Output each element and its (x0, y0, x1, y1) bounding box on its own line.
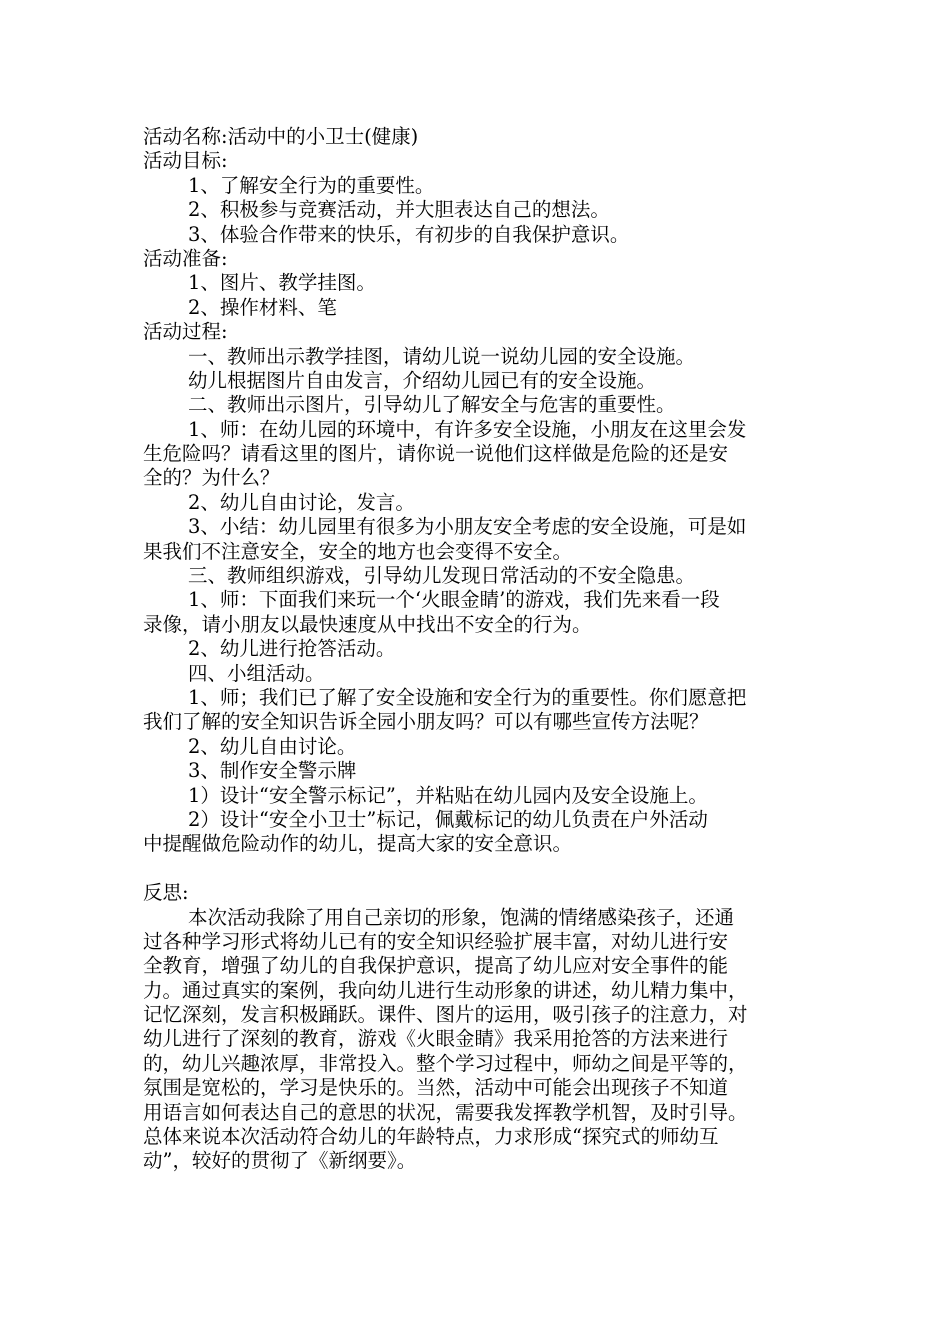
prep-heading: 活动准备: (143, 246, 228, 270)
reflection-line: 过各种学习形式将幼儿已有的安全知识经验扩展丰富，对幼儿进行安 (143, 929, 729, 953)
process-line: 录像，请小朋友以最快速度从中找出不安全的行为。 (143, 612, 592, 636)
reflection-line: 记忆深刻，发言积极踊跃。课件、图片的运用，吸引孩子的注意力，对 (143, 1003, 748, 1027)
goal-item: 3、体验合作带来的快乐，有初步的自我保护意识。 (188, 222, 630, 246)
process-line: 2、幼儿自由讨论，发言。 (188, 490, 415, 514)
reflection-line: 用语言如何表达自己的意思的状况，需要我发挥教学机智，及时引导。 (143, 1100, 748, 1124)
goal-item: 2、积极参与竞赛活动，并大胆表达自己的想法。 (188, 198, 610, 222)
prep-item: 1、图片、教学挂图。 (188, 271, 376, 295)
goal-item: 1、了解安全行为的重要性。 (188, 173, 435, 197)
process-line: 中提醒做危险动作的幼儿，提高大家的安全意识。 (143, 832, 573, 856)
process-line: 1、师；我们已了解了安全设施和安全行为的重要性。你们愿意把 (188, 685, 747, 709)
activity-title: 活动名称:活动中的小卫士(健康) (143, 125, 419, 148)
reflection-line: 氛围是宽松的，学习是快乐的。当然，活动中可能会出现孩子不知道 (143, 1076, 729, 1100)
process-line: 生危险吗？请看这里的图片，请你说一说他们这样做是危险的还是安 (143, 442, 729, 466)
reflection-line: 本次活动我除了用自己亲切的形象，饱满的情绪感染孩子，还通 (188, 905, 735, 929)
process-line: 四、小组活动。 (188, 661, 325, 685)
process-line: 三、教师组织游戏，引导幼儿发现日常活动的不安全隐患。 (188, 564, 696, 588)
process-line: 一、教师出示教学挂图，请幼儿说一说幼儿园的安全设施。 (188, 344, 696, 368)
prep-item: 2、操作材料、笔 (188, 295, 337, 319)
reflection-line: 的，幼儿兴趣浓厚，非常投入。整个学习过程中，师幼之间是平等的， (143, 1051, 748, 1075)
process-line: 3、小结：幼儿园里有很多为小朋友安全考虑的安全设施，可是如 (188, 515, 747, 539)
process-line: 2、幼儿进行抢答活动。 (188, 637, 396, 661)
process-line: 我们了解的安全知识告诉全园小朋友吗？可以有哪些宣传方法呢？ (143, 710, 709, 734)
reflection-line: 力。通过真实的案例，我向幼儿进行生动形象的讲述，幼儿精力集中， (143, 978, 748, 1002)
blank-line (143, 857, 813, 881)
reflection-line: 幼儿进行了深刻的教育，游戏《火眼金睛》我采用抢答的方法来进行 (143, 1027, 729, 1051)
process-line: 3、制作安全警示牌 (188, 759, 357, 783)
process-line: 二、教师出示图片，引导幼儿了解安全与危害的重要性。 (188, 393, 676, 417)
process-line: 1、师：下面我们来玩一个‘火眼金睛’的游戏，我们先来看一段 (188, 588, 720, 612)
process-line: 幼儿根据图片自由发言，介绍幼儿园已有的安全设施。 (188, 368, 657, 392)
process-line: 1、师：在幼儿园的环境中，有许多安全设施，小朋友在这里会发 (188, 417, 747, 441)
document-body (143, 125, 813, 1174)
process-line: 2、幼儿自由讨论。 (188, 734, 357, 758)
process-heading: 活动过程: (143, 320, 228, 344)
process-line: 果我们不注意安全，安全的地方也会变得不安全。 (143, 539, 573, 563)
process-line: 1）设计“安全警示标记”，并粘贴在幼儿园内及安全设施上。 (188, 783, 708, 807)
reflection-heading: 反思: (143, 881, 189, 905)
reflection-line: 动”，较好的贯彻了《新纲要》。 (143, 1149, 417, 1173)
reflection-line: 全教育，增强了幼儿的自我保护意识，提高了幼儿应对安全事件的能 (143, 954, 729, 978)
process-line: 全的？为什么？ (143, 466, 280, 490)
reflection-line: 总体来说本次活动符合幼儿的年龄特点，力求形成“探究式的师幼互 (143, 1125, 719, 1149)
goals-heading: 活动目标: (143, 149, 228, 173)
process-line: 2）设计“安全小卫士”标记，佩戴标记的幼儿负责在户外活动 (188, 807, 708, 831)
